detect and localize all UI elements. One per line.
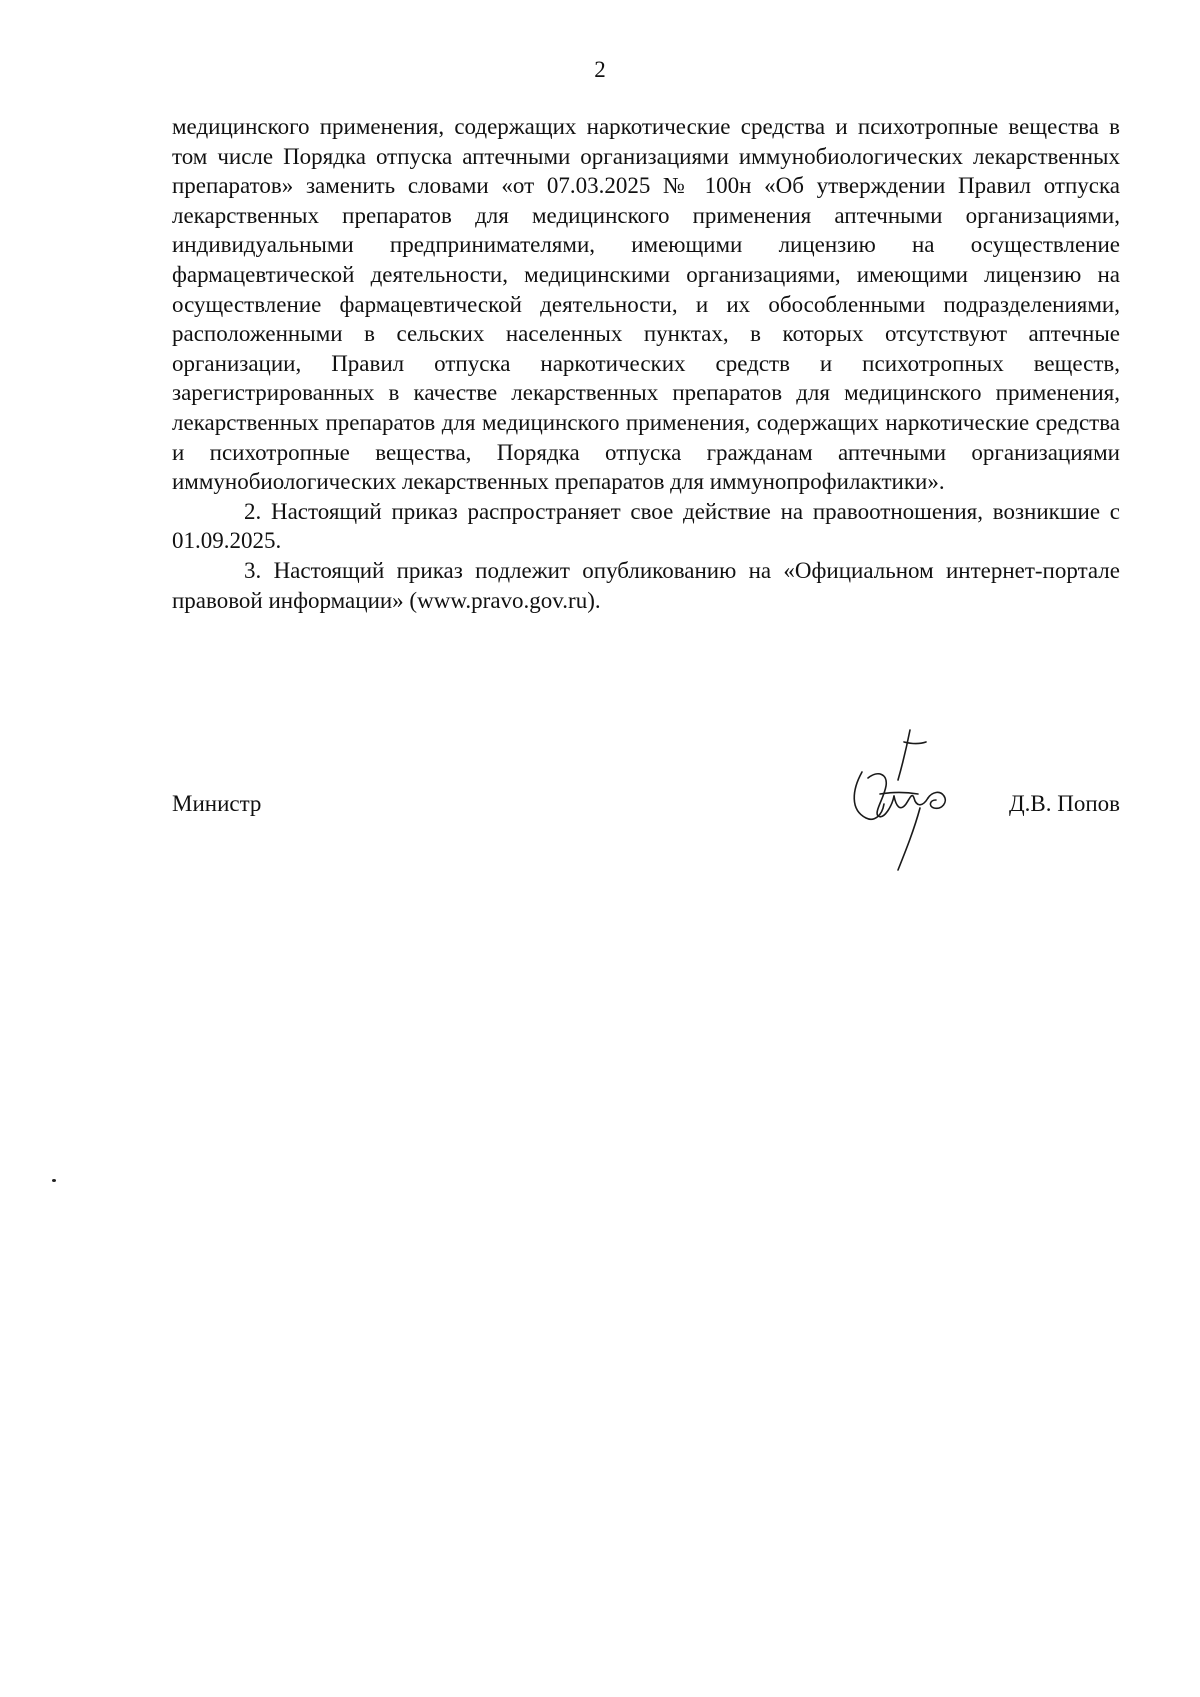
signatory-name: Д.В. Попов bbox=[1008, 791, 1120, 816]
scan-speck bbox=[52, 1179, 56, 1182]
paragraph-continuation: медицинского применения, содержащих наркотические средства и психотропные вещества в том числе Порядка отпуска аптечными организациями иммунобиологических лекарственных препаратов» заменить словами «от 07.03.2025 № 100н «Об утверждении Правил отпуска лекарственных препаратов для медицинского применения аптечными организациями, индивидуальными предпринимателями, имеющими лицензию на осуществление фармацевтической деятельности, медицинскими организациями, имеющими лицензию на осуществление фармацевтической деятельности, и их обособленными подразделениями, расположенными в сельских населенных пунктах, в которых отсутствуют аптечные организации, Правил отпуска наркотических средств и психотропных веществ, зарегистрированных в качестве лекарственных препаратов для медицинского применения, лекарственных препаратов для медицинского применения, содержащих наркотические средства и психотропные вещества, Порядка отпуска гражданам аптечными организациями иммунобиологических лекарственных препаратов для иммунопрофилактики». bbox=[172, 114, 1120, 495]
handwritten-signature-icon bbox=[822, 720, 982, 880]
position-title: Министр bbox=[172, 791, 262, 816]
paragraph-item-3: 3. Настоящий приказ подлежит опубликованию на «Официальном интернет-портале правовой информации» (www.pravo.gov.ru). bbox=[172, 557, 1120, 613]
signature-block bbox=[172, 720, 1120, 880]
page-number: 2 bbox=[594, 57, 606, 82]
document-body bbox=[172, 112, 1120, 615]
paragraph-item-2: 2. Настоящий приказ распространяет свое действие на правоотношения, возникшие с 01.09.2025. bbox=[172, 498, 1120, 554]
